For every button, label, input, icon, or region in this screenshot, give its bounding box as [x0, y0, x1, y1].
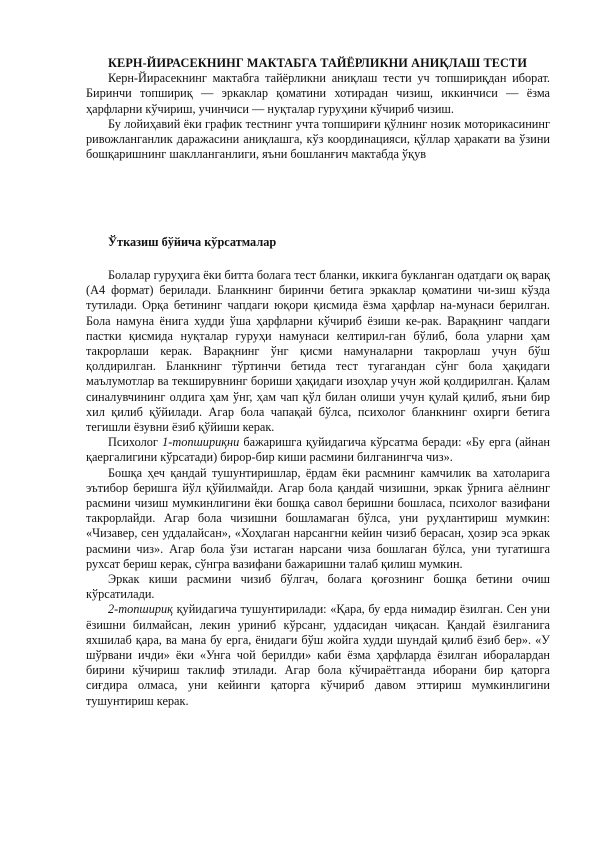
body-paragraph-1: Болалар гуруҳига ёки битта болага тест бланки, иккига букланган одатдаги оқ варақ (A4 формат) берилади. Бланкнинг биринчи бетига эркаклар қоматини чи-зиш кўзда тутилади. Орқа бетининг чапдаги юқори қисмида ёзма ҳарфлар на-мунаси берилган. Бола намуна ёнига худди ўша ҳарфларни кўчириб ёзиши ке-рак. Варақнинг чапдаги пастки қисмида нуқталар гуруҳи намунаси келтирил-ган бўлиб, бола уларни ҳам такрорлаши керак. Варақнинг ўнг қисми намуналарни такрорлаш учун бўш қолдирилган. Бланкнинг тўртинчи бетида тест тугагандан сўнг бола ҳақидаги маълумотлар ва текширувнинг бориши ҳақидаги изоҳлар учун жой қолдирилган. Қалам синалувчининг олдига ҳам ўнг, ҳам чап қўл билан олиши учун қулай қилиб, яъни бир хил қилиб қўйилади. Агар бола чапақай бўлса, психолог бланкнинг охирги бетига тегишли ёзувни ёзиб қўйиши керак. [86, 268, 550, 435]
intro-paragraph-1: Керн-Йирасекнинг мактабга тайёрликни аниқлаш тести уч топшириқдан иборат. Биринчи топшириқ — эркаклар қоматини хотирадан чизиш, иккинчиси — ёзма ҳарфларни кўчириш, учинчиси — нуқталар гуруҳини кўчириб чизиш. [86, 71, 550, 116]
instruction-prefix: Психолог [108, 435, 163, 450]
section-heading: Ўтказиш бўйича кўрсатмалар [108, 235, 277, 249]
instructions-section [86, 268, 550, 709]
section-heading-block [86, 235, 550, 250]
intro-paragraph-2: Бу лойиҳавий ёки график тестнинг учта топшириғи қўлнинг нозик моторикасининг ривожланганлик даражасини аниқлашга, кўз координацияси, қўллар ҳаракати ва ўзини бошқаришнинг шаклланганлиги, яъни бошланғич мактабда ўқув [86, 116, 550, 162]
document-title: КЕРН-ЙИРАСЕКНИНГ МАКТАБГА ТАЙЁРЛИКНИ АНИҚЛАШ ТЕСТИ [108, 56, 528, 70]
instruction-paragraph [86, 435, 550, 465]
intro-section [86, 56, 550, 162]
task-2-paragraph [86, 602, 550, 708]
task-2-label: 2-топшириқ [108, 602, 173, 617]
closing-paragraph-1: Бошқа ҳеч қандай тушунтиришлар, ёрдам ёки расмнинг камчилик ва хатоларига эътибор беришга йўл қўйилмайди. Агар бола қандай чизишни, эркак ўрнига аёлнинг расмини чизиш мумкинлигини ёки бошқа савол беришни бошласа, психолог вазифани такрорлайди. Агар бола чизишни бошламаган бўлса, уни руҳлантириш мумкин: «Чизавер, сен уддалайсан», «Хоҳлаган нарсангни кейин чизиб берасан, ҳозир эса эркак расмини чиз». Агар бола ўзи истаган нарсани чиза бошлаган бўлса, уни тугатишга рухсат бериш керак, сўнгра вазифани бажаришни талаб қилиш мумкин. [86, 465, 550, 571]
task-2-text: қуйидагича тушунтирилади: «Қара, бу ерда нимадир ёзилган. Сен уни ёзишни билмайсан, лекин уриниб кўрсанг, уддасидан чиқасан. Қандай ёзилганига яхшилаб қара, ва мана бу ерга, ёнидаги бўш жойга худди шундай қилиб ёзиб бер». «У шўрвани ичди» ёки «Унга чой берилди» каби ёзма ҳарфларда ёзилган иборалардан бирини кўчириш таклиф этилади. Агар бола кўчираётганда иборани бир қаторга сиғдира олмаса, уни кейинги қаторга кўчириб давом эттириш мумкинлигини тушунтириш керак. [86, 602, 550, 708]
instruction-suffix: бажаришга қуйидагича кўрсатма беради: «Бу ерга (айнан қаергалигини кўрсатади) бирор-бир киши расмини билганингча чиз». [86, 435, 550, 465]
task-1-label: 1-топшириқни [162, 435, 240, 450]
closing-paragraph-2: Эркак киши расмини чизиб бўлгач, болага қоғознинг бошқа бетини очиш кўрсатилади. [86, 572, 550, 602]
